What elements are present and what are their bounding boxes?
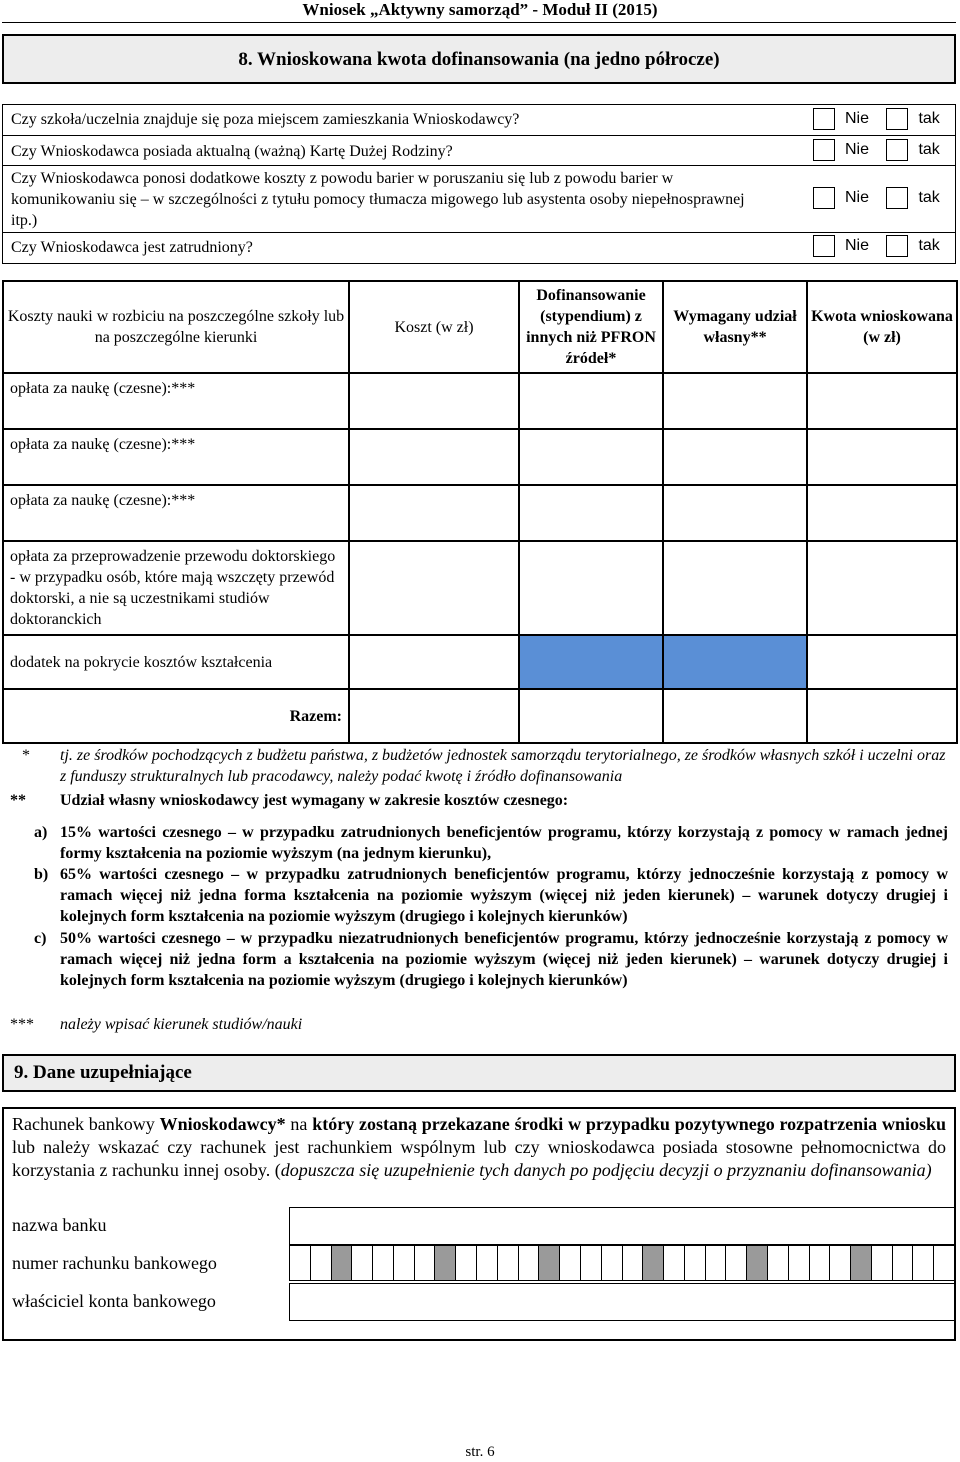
question-1-options bbox=[813, 108, 940, 130]
digit-box[interactable] bbox=[559, 1245, 580, 1281]
account-number-input[interactable] bbox=[289, 1245, 954, 1281]
question-divider bbox=[3, 232, 955, 233]
question-4-no-label: Nie bbox=[845, 237, 870, 254]
total-requested[interactable] bbox=[807, 689, 957, 743]
funding-input[interactable] bbox=[519, 541, 663, 635]
digit-box[interactable] bbox=[476, 1245, 497, 1281]
bank-name-row bbox=[4, 1207, 954, 1245]
digit-box[interactable] bbox=[289, 1245, 310, 1281]
digit-box[interactable] bbox=[414, 1245, 435, 1281]
cost-input[interactable] bbox=[349, 373, 519, 429]
funding-cell-disabled bbox=[519, 635, 663, 689]
digit-box[interactable] bbox=[372, 1245, 393, 1281]
row-label: opłata za naukę (czesne):*** bbox=[3, 373, 349, 429]
question-4-yes-checkbox[interactable] bbox=[886, 235, 908, 257]
footnote-2-text: Udział własny wnioskodawcy jest wymagany w zakresie kosztów czesnego: bbox=[60, 792, 569, 809]
requested-input[interactable] bbox=[807, 635, 957, 689]
footnote-3-mark: *** bbox=[10, 1016, 34, 1033]
digit-separator bbox=[746, 1245, 767, 1281]
digit-box[interactable] bbox=[663, 1245, 684, 1281]
digit-box[interactable] bbox=[892, 1245, 913, 1281]
question-divider bbox=[3, 165, 955, 166]
section-9-title: 9. Dane uzupełniające bbox=[2, 1054, 956, 1092]
bank-name-input[interactable] bbox=[289, 1207, 954, 1245]
header-own-contribution: Wymagany udział własny** bbox=[663, 281, 807, 373]
header-requested-amount: Kwota wnioskowana (w zł) bbox=[807, 281, 957, 373]
digit-box[interactable] bbox=[933, 1245, 954, 1281]
bank-name-label: nazwa banku bbox=[12, 1215, 107, 1235]
cost-input[interactable] bbox=[349, 541, 519, 635]
question-2-yes-label: tak bbox=[918, 141, 940, 158]
question-2-text: Czy Wnioskodawca posiada aktualną (ważną) Kartę Dużej Rodziny? bbox=[11, 143, 453, 160]
footnote-item-a-text: 15% wartości czesnego – w przypadku zatrudnionych beneficjentów programu, którzy korzystają z pomocy w ramach jednej formy kształcenia na poziomie wyższym (na jednym kierunku), bbox=[60, 824, 948, 862]
row-label: opłata za naukę (czesne):*** bbox=[3, 429, 349, 485]
footnote-item-b-text: 65% wartości czesnego – w przypadku zatrudnionych beneficjentów programu, którzy jednocześnie korzystają z pomocy w ramach więcej niż jedna forma kształcenia na poziomie wyższym (więcej niż jeden kierunek) – warunek dotyczy drugiej i kolejnych form kształcenia na poziomie wyższym (drugiego i kolejnych kierunków) bbox=[60, 866, 948, 925]
own-share-input[interactable] bbox=[663, 485, 807, 541]
digit-box[interactable] bbox=[912, 1245, 933, 1281]
funding-input[interactable] bbox=[519, 373, 663, 429]
question-2-yes-checkbox[interactable] bbox=[886, 139, 908, 161]
cost-input[interactable] bbox=[349, 429, 519, 485]
header-external-funding: Dofinansowanie (stypendium) z innych niż PFRON źródeł* bbox=[519, 281, 663, 373]
footnote-item-c-mark: c) bbox=[34, 930, 47, 947]
header-divider bbox=[2, 22, 956, 23]
footnote-1-text: tj. ze środków pochodzących z budżetu państwa, z budżetów jednostek samorządu terytorialnego, ze środków własnych szkół i uczelni oraz z funduszy strukturalnych lub pracodawcy, należy podać kwotę i źródło dofinansowania bbox=[60, 747, 946, 785]
digit-box[interactable] bbox=[871, 1245, 892, 1281]
digit-box[interactable] bbox=[310, 1245, 331, 1281]
costs-table bbox=[2, 280, 958, 744]
account-owner-input[interactable] bbox=[289, 1283, 954, 1321]
question-3-text: Czy Wnioskodawca ponosi dodatkowe koszty z powodu barier w poruszaniu się lub z powodu barier w komunikowaniu się – w szczególności z tytułu pomocy tłumacza migowego lub asystenta osoby niepełnosprawnej itp.) bbox=[11, 170, 745, 229]
question-4-options bbox=[813, 235, 940, 257]
footnote-3-text: należy wpisać kierunek studiów/nauki bbox=[60, 1016, 303, 1033]
digit-box[interactable] bbox=[455, 1245, 476, 1281]
digit-separator bbox=[434, 1245, 455, 1281]
header-cost-breakdown: Koszty nauki w rozbiciu na poszczególne szkoły lub na poszczególne kierunki bbox=[3, 281, 349, 373]
digit-box[interactable] bbox=[829, 1245, 850, 1281]
question-2-options bbox=[813, 139, 940, 161]
requested-input[interactable] bbox=[807, 485, 957, 541]
total-label: Razem: bbox=[3, 689, 349, 743]
account-number-row bbox=[4, 1245, 954, 1283]
footnote-2-mark: ** bbox=[10, 792, 26, 809]
own-share-cell-disabled bbox=[663, 635, 807, 689]
bank-intro-text: Rachunek bankowy Wnioskodawcy* na który zostaną przekazane środki w przypadku pozytywnego rozpatrzenia wniosku lub należy wskazać czy rachunek jest rachunkiem wspólnym lub czy wnioskodawca posiada stosowne pełnomocnictwa do korzystania z rachunku innej osoby. (dopuszcza się uzupełnienie tych danych po podjęciu decyzji o przyznaniu dofinansowania) bbox=[12, 1114, 946, 1180]
digit-separator bbox=[538, 1245, 559, 1281]
question-divider bbox=[3, 135, 955, 136]
account-owner-row bbox=[4, 1283, 954, 1321]
digit-box[interactable] bbox=[393, 1245, 414, 1281]
row-label: opłata za naukę (czesne):*** bbox=[3, 485, 349, 541]
account-number-label: numer rachunku bankowego bbox=[12, 1253, 217, 1273]
digit-box[interactable] bbox=[684, 1245, 705, 1281]
cost-input[interactable] bbox=[349, 485, 519, 541]
question-4-text: Czy Wnioskodawca jest zatrudniony? bbox=[11, 239, 253, 256]
questions-box bbox=[2, 104, 956, 264]
funding-input[interactable] bbox=[519, 429, 663, 485]
digit-box[interactable] bbox=[705, 1245, 726, 1281]
header-cost: Koszt (w zł) bbox=[349, 281, 519, 373]
digit-box[interactable] bbox=[788, 1245, 809, 1281]
own-share-input[interactable] bbox=[663, 541, 807, 635]
total-funding[interactable] bbox=[519, 689, 663, 743]
question-3-yes-label: tak bbox=[918, 189, 940, 206]
account-owner-label: właściciel konta bankowego bbox=[12, 1291, 216, 1311]
footnote-item-a-mark: a) bbox=[34, 824, 48, 841]
digit-separator bbox=[642, 1245, 663, 1281]
question-2-no-checkbox[interactable] bbox=[813, 139, 835, 161]
bank-details-box bbox=[2, 1107, 956, 1341]
digit-box[interactable] bbox=[351, 1245, 372, 1281]
question-3-options bbox=[813, 187, 940, 209]
digit-box[interactable] bbox=[767, 1245, 788, 1281]
own-share-input[interactable] bbox=[663, 373, 807, 429]
footnote-1-mark: * bbox=[22, 747, 30, 764]
question-1-no-checkbox[interactable] bbox=[813, 108, 835, 130]
digit-box[interactable] bbox=[580, 1245, 601, 1281]
question-4-yes-label: tak bbox=[918, 237, 940, 254]
digit-box[interactable] bbox=[601, 1245, 622, 1281]
requested-input[interactable] bbox=[807, 373, 957, 429]
question-3-no-label: Nie bbox=[845, 189, 870, 206]
row-label: dodatek na pokrycie kosztów kształcenia bbox=[3, 635, 349, 689]
requested-input[interactable] bbox=[807, 429, 957, 485]
total-cost[interactable] bbox=[349, 689, 519, 743]
own-share-input[interactable] bbox=[663, 429, 807, 485]
question-2-no-label: Nie bbox=[845, 141, 870, 158]
digit-box[interactable] bbox=[622, 1245, 643, 1281]
requested-input[interactable] bbox=[807, 541, 957, 635]
digit-box[interactable] bbox=[725, 1245, 746, 1281]
question-1-text: Czy szkoła/uczelnia znajduje się poza miejscem zamieszkania Wnioskodawcy? bbox=[11, 111, 520, 128]
digit-separator bbox=[850, 1245, 871, 1281]
footnote-item-b-mark: b) bbox=[34, 866, 49, 883]
page-number: str. 6 bbox=[465, 1444, 495, 1460]
digit-box[interactable] bbox=[497, 1245, 518, 1281]
digit-box[interactable] bbox=[518, 1245, 539, 1281]
cost-input[interactable] bbox=[349, 635, 519, 689]
section-8-title: 8. Wnioskowana kwota dofinansowania (na jedno półrocze) bbox=[2, 34, 956, 84]
footnote-item-c-text: 50% wartości czesnego – w przypadku niezatrudnionych beneficjentów programu, którzy jednocześnie korzystają z pomocy w ramach więcej niż jedna form a kształcenia na poziomie wyższym (więcej niż jeden kierunek) – warunek dotyczy drugiej i kolejnych form kształcenia na poziomie wyższym (drugiego i kolejnych kierunków) bbox=[60, 930, 948, 989]
question-1-no-label: Nie bbox=[845, 110, 870, 127]
question-1-yes-checkbox[interactable] bbox=[886, 108, 908, 130]
digit-separator bbox=[331, 1245, 352, 1281]
funding-input[interactable] bbox=[519, 485, 663, 541]
digit-box[interactable] bbox=[809, 1245, 830, 1281]
question-4-no-checkbox[interactable] bbox=[813, 235, 835, 257]
row-label: opłata za przeprowadzenie przewodu doktorskiego - w przypadku osób, które mają wszczęty przewód doktorski, a nie są uczestnikami studiów doktoranckich bbox=[3, 541, 349, 635]
question-3-no-checkbox[interactable] bbox=[813, 187, 835, 209]
question-3-yes-checkbox[interactable] bbox=[886, 187, 908, 209]
question-1-yes-label: tak bbox=[918, 110, 940, 127]
total-own-share[interactable] bbox=[663, 689, 807, 743]
document-header-title: Wniosek „Aktywny samorząd” - Moduł II (2015) bbox=[302, 0, 658, 19]
